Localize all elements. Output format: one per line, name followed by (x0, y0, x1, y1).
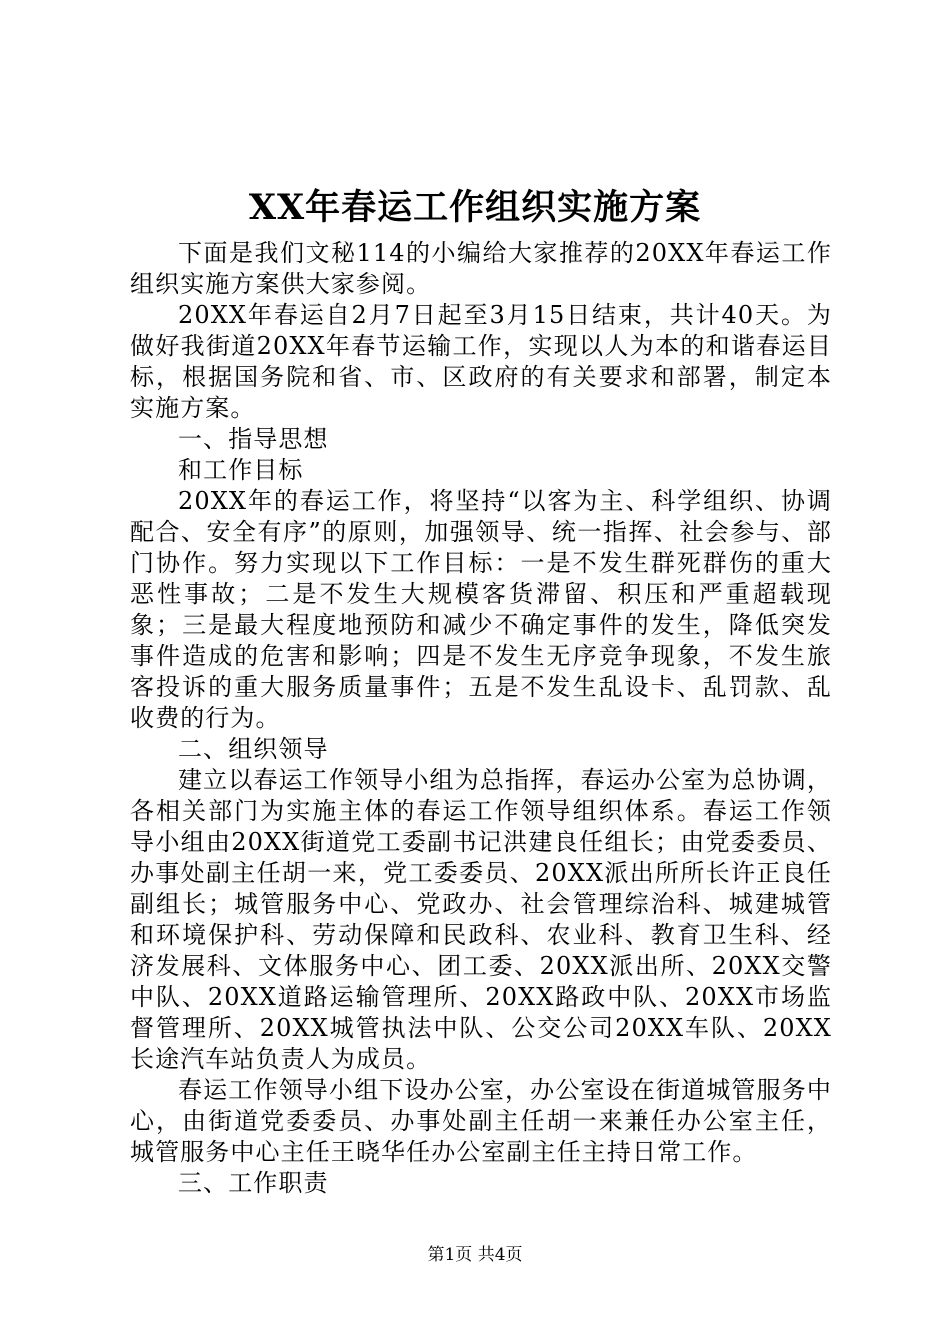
organization-paragraph: 建立以春运工作领导小组为总指挥，春运办公室为总协调，各相关部门为实施主体的春运工作领导组织体系。春运工作领导小组由20XX街道党工委副书记洪建良任组长；由党委委员、办事处副主任胡一来，党工委委员、20XX派出所所长许正良任副组长；城管服务中心、党政办、社会管理综治科、城建城管和环境保护科、劳动保障和民政科、农业科、教育卫生科、经济发展科、文体服务中心、团工委、20XX派出所、20XX交警中队、20XX道路运输管理所、20XX路政中队、20XX市场监督管理所、20XX城管执法中队、公交公司20XX车队、20XX长途汽车站负责人为成员。 (130, 766, 832, 1073)
document-body (130, 238, 832, 1199)
page-footer: 第1页 共4页 (427, 1245, 523, 1265)
office-paragraph: 春运工作领导小组下设办公室，办公室设在街道城管服务中心，由街道党委委员、办事处副主任胡一来兼任办公室主任，城管服务中心主任王晓华任办公室副主任主持日常工作。 (130, 1076, 832, 1166)
section-heading-responsibilities: 三、工作职责 (178, 1169, 329, 1197)
section-heading-organization: 二、组织领导 (178, 735, 329, 763)
background-paragraph: 20XX年春运自2月7日起至3月15日结束，共计40天。为做好我街道20XX年春节运输工作，实现以人为本的和谐春运目标，根据国务院和省、市、区政府的有关要求和部署，制定本实施方案。 (130, 301, 832, 422)
goals-paragraph: 20XX年的春运工作，将坚持“以客为主、科学组织、协调配合、安全有序”的原则，加强领导、统一指挥、社会参与、部门协作。努力实现以下工作目标：一是不发生群死群伤的重大恶性事故；二是不发生大规模客货滞留、积压和严重超载现象；三是最大程度地预防和减少不确定事件的发生，降低突发事件造成的危害和影响；四是不发生无序竞争现象，不发生旅客投诉的重大服务质量事件；五是不发生乱设卡、乱罚款、乱收费的行为。 (130, 487, 832, 732)
page-title: XX年春运工作组织实施方案 (248, 187, 702, 228)
section-heading-work-goals: 和工作目标 (178, 456, 304, 484)
section-heading-guiding-thought: 一、指导思想 (178, 425, 329, 453)
intro-paragraph: 下面是我们文秘114的小编给大家推荐的20XX年春运工作组织实施方案供大家参阅。 (130, 239, 832, 298)
